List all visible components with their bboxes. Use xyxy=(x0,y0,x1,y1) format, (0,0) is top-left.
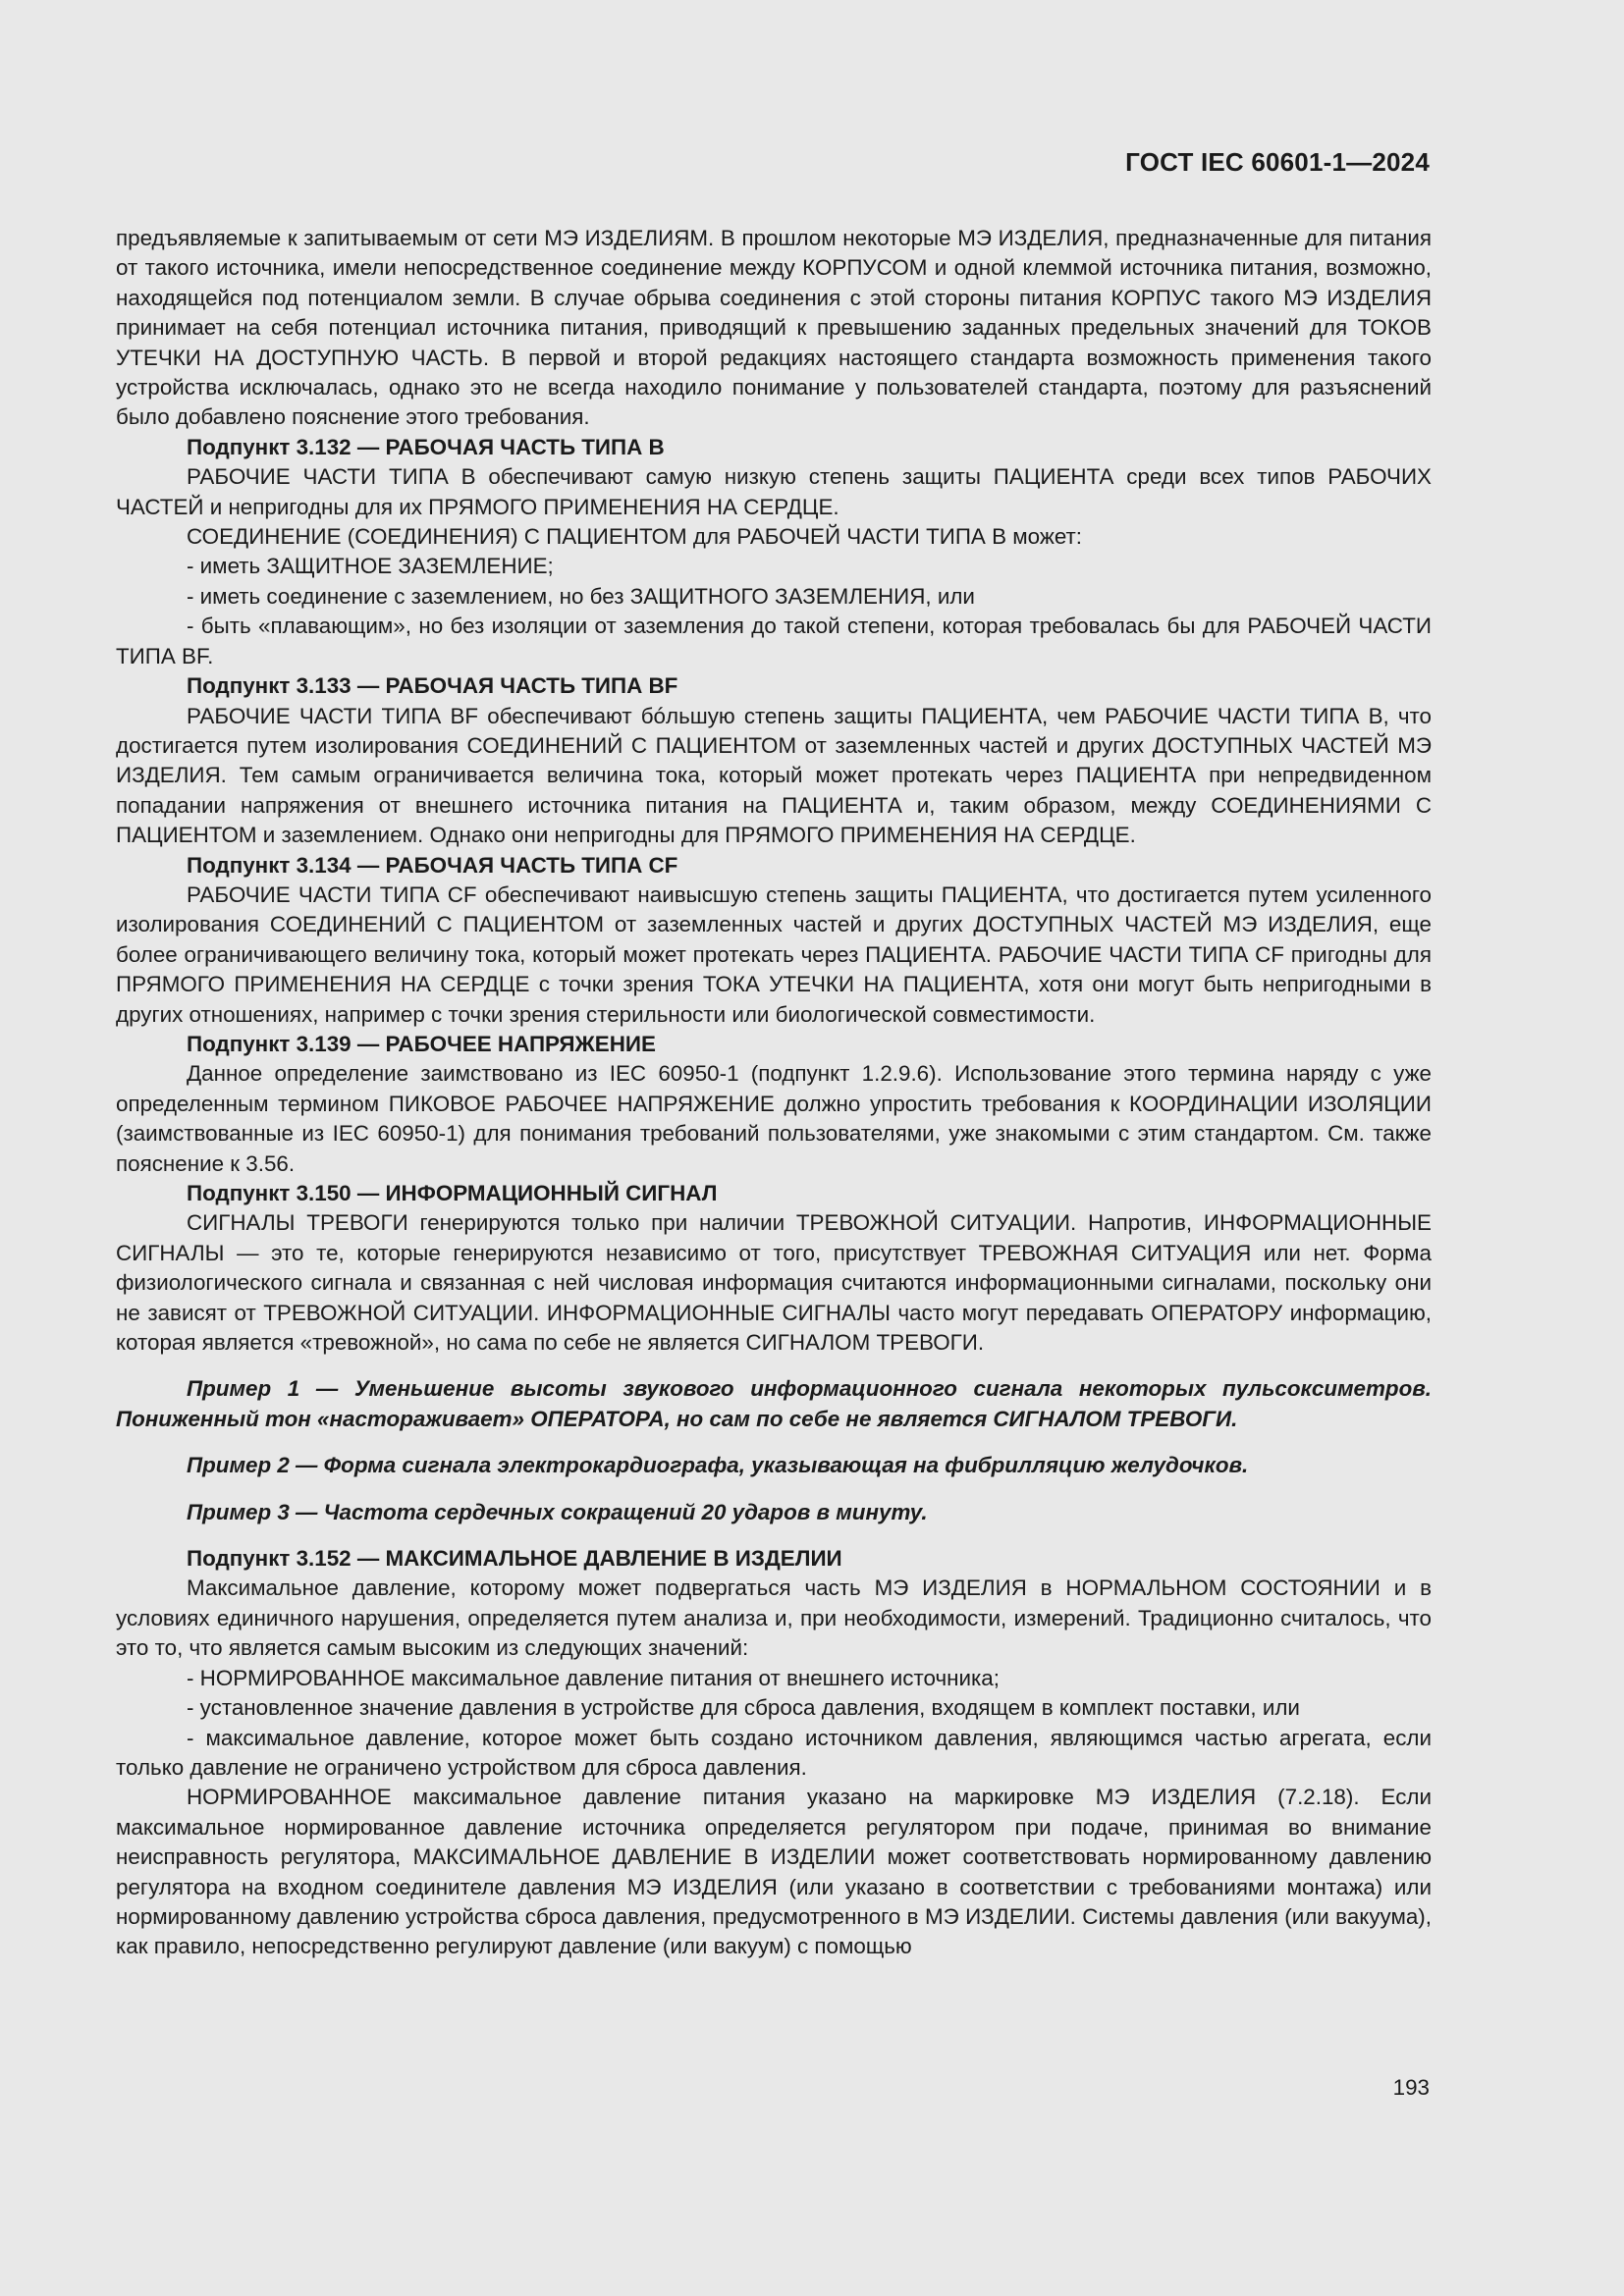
section-heading: Подпункт 3.132 — РАБОЧАЯ ЧАСТЬ ТИПА В xyxy=(187,434,665,459)
paragraph: РАБОЧИЕ ЧАСТИ ТИПА В обеспечивают самую низкую степень защиты ПАЦИЕНТА среди всех типов РАБОЧИХ ЧАСТЕЙ и непригодны для их ПРЯМОГО ПРИМЕНЕНИЯ НА СЕРДЦЕ. xyxy=(116,464,1432,519)
list-item: - НОРМИРОВАННОЕ максимальное давление питания от внешнего источника; xyxy=(187,1665,1000,1690)
list-item: - максимальное давление, которое может быть создано источником давления, являющимся частью агрегата, если только давление не ограничено устройством для сброса давления. xyxy=(116,1725,1432,1780)
example-note: Пример 1 — Уменьшение высоты звукового информационного сигнала некоторых пульсоксиметров. Пониженный тон «настораживает» ОПЕРАТОРА, но сам по себе не является СИГНАЛОМ ТРЕВОГИ. xyxy=(116,1376,1432,1431)
section-heading: Подпункт 3.152 — МАКСИМАЛЬНОЕ ДАВЛЕНИЕ В ИЗДЕЛИИ xyxy=(187,1546,842,1572)
section-heading: Подпункт 3.134 — РАБОЧАЯ ЧАСТЬ ТИПА CF xyxy=(187,852,678,878)
list-item: - иметь ЗАЩИТНОЕ ЗАЗЕМЛЕНИЕ; xyxy=(187,554,554,579)
paragraph: Максимальное давление, которому может подвергаться часть МЭ ИЗДЕЛИЯ в НОРМАЛЬНОМ СОСТОЯНИИ и в условиях единичного нарушения, определяется путем анализа и, при необходимости, измерений. Традиционно считалось, что это то, что является самым высоким из следующих значений: xyxy=(116,1575,1432,1661)
example-note: Пример 2 — Форма сигнала электрокардиографа, указывающая на фибрилляцию желудочков. xyxy=(187,1453,1249,1478)
document-code-header: ГОСТ IEC 60601-1—2024 xyxy=(1125,147,1430,177)
section-heading: Подпункт 3.150 — ИНФОРМАЦИОННЫЙ СИГНАЛ xyxy=(187,1181,718,1205)
paragraph: РАБОЧИЕ ЧАСТИ ТИПА BF обеспечивают бóльшую степень защиты ПАЦИЕНТА, чем РАБОЧИЕ ЧАСТИ ТИПА В, что достигается путем изолирования СОЕДИНЕНИЙ С ПАЦИЕНТОМ от заземленных частей и других ДОСТУПНЫХ ЧАСТЕЙ МЭ ИЗДЕЛИЯ. Тем самым ограничивается величина тока, который может протекать через ПАЦИЕНТА при непредвиденном попадании напряжения от внешнего источника питания на ПАЦИЕНТА и, таким образом, между СОЕДИНЕНИЯМИ С ПАЦИЕНТОМ и заземлением. Однако они непригодны для ПРЯМОГО ПРИМЕНЕНИЯ НА СЕРДЦЕ. xyxy=(116,703,1432,848)
paragraph: СОЕДИНЕНИЕ (СОЕДИНЕНИЯ) С ПАЦИЕНТОМ для РАБОЧЕЙ ЧАСТИ ТИПА В может: xyxy=(187,524,1083,550)
list-item: - иметь соединение с заземлением, но без ЗАЩИТНОГО ЗАЗЕМЛЕНИЯ, или xyxy=(187,583,975,609)
paragraph: СИГНАЛЫ ТРЕВОГИ генерируются только при наличии ТРЕВОЖНОЙ СИТУАЦИИ. Напротив, ИНФОРМАЦИОННЫЕ СИГНАЛЫ — это те, которые генерируются независимо от того, присутствует ТРЕВОЖНАЯ СИТУАЦИЯ или нет. Форма физиологического сигнала и связанная с ней числовая информация считаются информационными сигналами, поскольку они не зависят от ТРЕВОЖНОЙ СИТУАЦИИ. ИНФОРМАЦИОННЫЕ СИГНАЛЫ часто могут передавать ОПЕРАТОРУ информацию, которая является «тревожной», но сама по себе не является СИГНАЛОМ ТРЕВОГИ. xyxy=(116,1210,1432,1356)
page-body xyxy=(116,224,1432,1962)
list-item: - быть «плавающим», но без изоляции от заземления до такой степени, которая требовалась бы для РАБОЧЕЙ ЧАСТИ ТИПА BF. xyxy=(116,614,1432,668)
example-note: Пример 3 — Частота сердечных сокращений 20 ударов в минуту. xyxy=(187,1499,928,1524)
section-heading: Подпункт 3.139 — РАБОЧЕЕ НАПРЯЖЕНИЕ xyxy=(187,1031,656,1056)
section-heading: Подпункт 3.133 — РАБОЧАЯ ЧАСТЬ ТИПА BF xyxy=(187,673,678,699)
paragraph: Данное определение заимствовано из IEC 60950-1 (подпункт 1.2.9.6). Использование этого термина наряду с уже определенным термином ПИКОВОЕ РАБОЧЕЕ НАПРЯЖЕНИЕ должно упростить требования к КООРДИНАЦИИ ИЗОЛЯЦИИ (заимствованные из IEC 60950-1) для понимания требований пользователями, уже знакомыми с этим стандартом. См. также пояснение к 3.56. xyxy=(116,1061,1432,1176)
list-item: - установленное значение давления в устройстве для сброса давления, входящем в комплект поставки, или xyxy=(187,1695,1300,1721)
paragraph: НОРМИРОВАННОЕ максимальное давление питания указано на маркировке МЭ ИЗДЕЛИЯ (7.2.18). Если максимальное нормированное давление источника определяется регулятором при подаче, принимая во внимание неисправность регулятора, МАКСИМАЛЬНОЕ ДАВЛЕНИЕ В ИЗДЕЛИИ может соответствовать нормированному давлению регулятора на входном соединителе давления МЭ ИЗДЕЛИЯ (или указано в соответствии с требованиями монтажа) или нормированному давлению устройства сброса давления, предусмотренного в МЭ ИЗДЕЛИИ. Системы давления (или вакуума), как правило, непосредственно регулируют давление (или вакуум) с помощью xyxy=(116,1785,1432,1959)
paragraph: предъявляемые к запитываемым от сети МЭ ИЗДЕЛИЯМ. В прошлом некоторые МЭ ИЗДЕЛИЯ, предназначенные для питания от такого источника, имели непосредственное соединение между КОРПУСОМ и одной клеммой источника питания, возможно, находящейся под потенциалом земли. В случае обрыва соединения с этой стороны питания КОРПУС такого МЭ ИЗДЕЛИЯ принимает на себя потенциал источника питания, приводящий к превышению заданных предельных значений для ТОКОВ УТЕЧКИ НА ДОСТУПНУЮ ЧАСТЬ. В первой и второй редакциях настоящего стандарта возможность применения такого устройства исключалась, однако это не всегда находило понимание у пользователей стандарта, поэтому для разъяснений было добавлено пояснение этого требования. xyxy=(116,226,1432,430)
page-number: 193 xyxy=(1392,2075,1430,2100)
paragraph: РАБОЧИЕ ЧАСТИ ТИПА CF обеспечивают наивысшую степень защиты ПАЦИЕНТА, что достигается путем усиленного изолирования СОЕДИНЕНИЙ С ПАЦИЕНТОМ от заземленных частей и других ДОСТУПНЫХ ЧАСТЕЙ МЭ ИЗДЕЛИЯ, еще более ограничивающего величину тока, который может протекать через ПАЦИЕНТА. РАБОЧИЕ ЧАСТИ ТИПА CF пригодны для ПРЯМОГО ПРИМЕНЕНИЯ НА СЕРДЦЕ с точки зрения ТОКА УТЕЧКИ НА ПАЦИЕНТА, хотя они могут быть непригодными в других отношениях, например с точки зрения стерильности или биологической совместимости. xyxy=(116,881,1432,1027)
